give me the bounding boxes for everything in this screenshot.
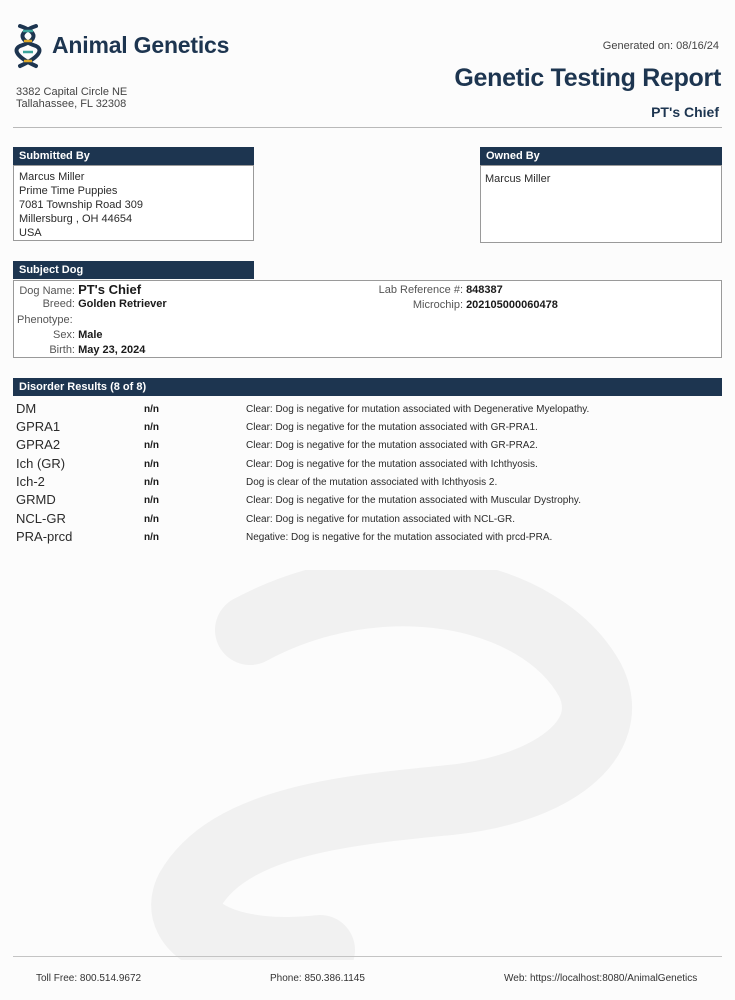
disorder-genotype: n/n	[144, 532, 159, 543]
disorder-name: NCL-GR	[16, 511, 66, 526]
disorder-result: Dog is clear of the mutation associated with Ichthyosis 2.	[246, 477, 498, 488]
disorder-row	[13, 511, 722, 529]
birth-label: Birth:	[49, 344, 75, 356]
disorder-name: Ich-2	[16, 474, 45, 489]
breed-value: Golden Retriever	[78, 298, 167, 310]
disorder-row	[13, 456, 722, 474]
generated-date: Generated on: 08/16/24	[602, 40, 719, 52]
phenotype-label: Phenotype:	[17, 314, 73, 326]
footer-phone: Phone: 850.386.1145	[270, 973, 365, 984]
disorder-row	[13, 529, 722, 547]
disorder-genotype: n/n	[144, 459, 159, 470]
sex-label: Sex:	[52, 329, 75, 341]
disorder-genotype: n/n	[144, 514, 159, 525]
disorder-name: DM	[16, 401, 37, 416]
report-dog-name: PT's Chief	[651, 104, 719, 120]
disorder-result: Clear: Dog is negative for the mutation associated with Ichthyosis.	[246, 459, 538, 470]
birth-value: May 23, 2024	[78, 344, 146, 356]
submitted-line: Millersburg , OH 44654	[19, 213, 133, 225]
disorder-genotype: n/n	[144, 477, 159, 488]
owned-by-header: Owned By	[480, 147, 722, 165]
address-line-2: Tallahassee, FL 32308	[16, 98, 127, 110]
disorder-genotype: n/n	[144, 440, 159, 451]
disorder-row	[13, 419, 722, 437]
report-title: Genetic Testing Report	[454, 64, 721, 92]
disorder-result: Negative: Dog is negative for the mutation associated with prcd-PRA.	[246, 532, 553, 543]
disorder-name: GPRA1	[16, 419, 61, 434]
disorder-row	[13, 401, 722, 419]
lab-ref-label: Lab Reference #:	[378, 284, 463, 296]
lab-ref-value: 848387	[466, 284, 503, 296]
microchip-value: 202105000060478	[466, 299, 558, 311]
submitted-line: USA	[19, 227, 42, 239]
disorder-result: Clear: Dog is negative for the mutation associated with Muscular Dystrophy.	[246, 495, 581, 506]
disorder-row	[13, 492, 722, 510]
submitted-line: 7081 Township Road 309	[19, 199, 143, 211]
disorder-genotype: n/n	[144, 422, 159, 433]
owner-name: Marcus Miller	[485, 173, 551, 185]
submitted-line: Marcus Miller	[19, 171, 85, 183]
disorder-genotype: n/n	[144, 495, 159, 506]
disorder-name: GRMD	[16, 492, 56, 507]
submitted-by-header: Submitted By	[13, 147, 254, 165]
disorder-result: Clear: Dog is negative for mutation associated with NCL-GR.	[246, 514, 516, 525]
microchip-label: Microchip:	[412, 299, 463, 311]
breed-label: Breed:	[42, 298, 75, 310]
owned-by-box	[480, 165, 722, 243]
submitted-by-box	[13, 165, 254, 241]
disorder-name: GPRA2	[16, 437, 61, 452]
address-line-1: 3382 Capital Circle NE	[16, 86, 128, 98]
header-divider	[13, 127, 722, 128]
disorder-name: Ich (GR)	[16, 456, 66, 471]
disorder-result: Clear: Dog is negative for the mutation associated with GR-PRA2.	[246, 440, 538, 451]
company-address	[16, 86, 127, 110]
disorder-name: PRA-prcd	[16, 529, 73, 544]
disorder-row	[13, 474, 722, 492]
footer-toll-free: Toll Free: 800.514.9672	[36, 973, 142, 984]
dna-logo-icon	[14, 22, 44, 70]
subject-dog-header: Subject Dog	[13, 261, 254, 279]
disorder-result: Clear: Dog is negative for mutation associated with Degenerative Myelopathy.	[246, 404, 590, 415]
company-name: Animal Genetics	[52, 32, 230, 58]
disorder-genotype: n/n	[144, 404, 159, 415]
subject-dog-box	[13, 280, 722, 358]
watermark-logo	[120, 570, 640, 960]
sex-value: Male	[78, 329, 103, 341]
submitted-line: Prime Time Puppies	[19, 185, 118, 197]
footer-web: Web: https://localhost:8080/AnimalGenetics	[504, 973, 698, 984]
footer-divider	[13, 956, 722, 957]
disorder-results-header: Disorder Results (8 of 8)	[13, 378, 722, 396]
disorder-result: Clear: Dog is negative for the mutation associated with GR-PRA1.	[246, 422, 538, 433]
disorder-row	[13, 437, 722, 455]
dog-name-label: Dog Name:	[19, 285, 75, 297]
dog-name-value: PT's Chief	[78, 282, 142, 297]
